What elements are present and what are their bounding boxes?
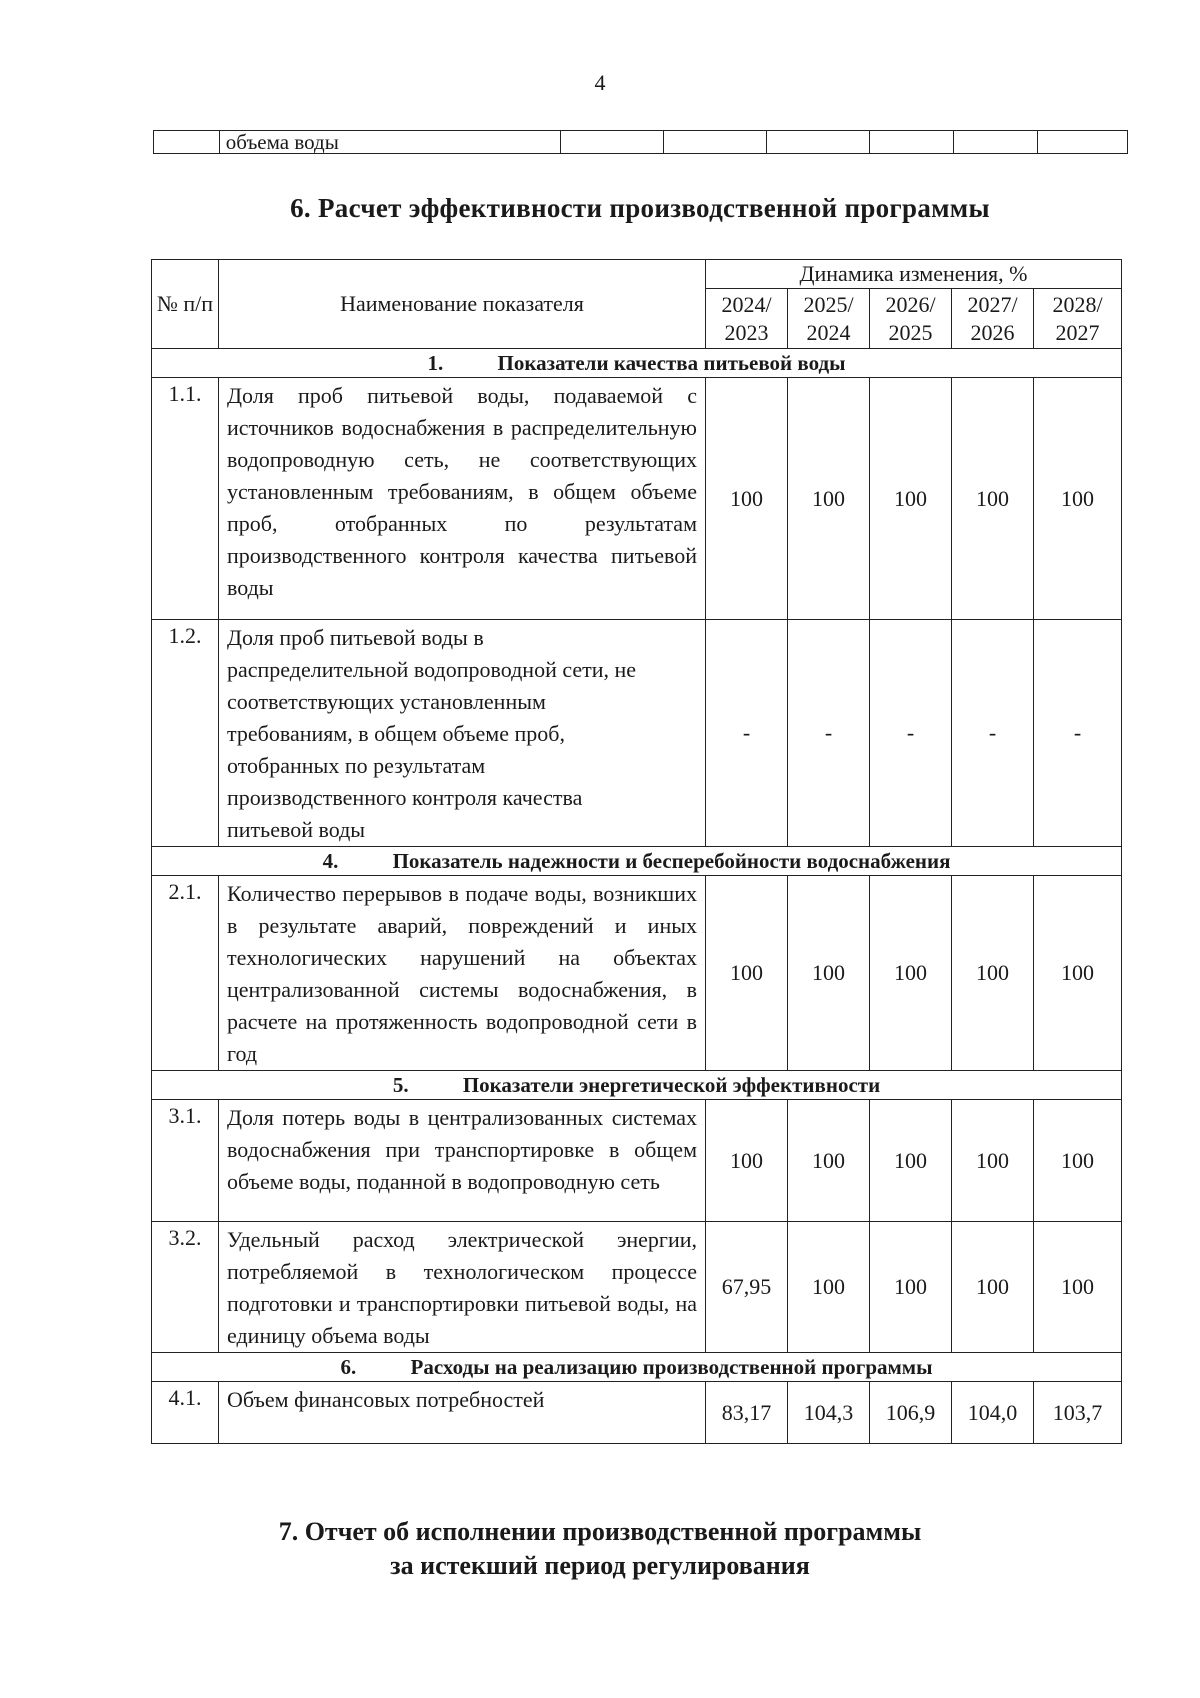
section-header bbox=[152, 1071, 1122, 1100]
table-row bbox=[152, 1222, 1122, 1353]
row-value: 100 bbox=[952, 1100, 1034, 1222]
row-value: 100 bbox=[1034, 1222, 1122, 1353]
row-value: 106,9 bbox=[870, 1382, 952, 1444]
section-header bbox=[152, 847, 1122, 876]
top-cell-text: объема воды bbox=[219, 131, 561, 154]
year-header: 2024/ 2023 bbox=[706, 289, 788, 349]
section-7-title bbox=[0, 1515, 1200, 1583]
row-value: 83,17 bbox=[706, 1382, 788, 1444]
row-value: 100 bbox=[788, 876, 870, 1071]
row-number: 4.1. bbox=[152, 1382, 219, 1444]
row-value: 104,0 bbox=[952, 1382, 1034, 1444]
section-7-title-line1: 7. Отчет об исполнении производственной программы bbox=[278, 1517, 922, 1546]
section-number: 4. bbox=[322, 849, 339, 873]
row-value: 100 bbox=[706, 378, 788, 620]
top-cell bbox=[870, 131, 954, 154]
row-value: 100 bbox=[788, 1222, 870, 1353]
row-description: Доля потерь воды в централизованных системах водоснабжения при транспортировке в общем объеме воды, поданной в водопроводную сеть bbox=[219, 1100, 706, 1222]
row-value: 100 bbox=[1034, 1100, 1122, 1222]
section-title: Расходы на реализацию производственной программы bbox=[410, 1355, 933, 1379]
table-row bbox=[152, 1382, 1122, 1444]
row-value: 100 bbox=[1034, 876, 1122, 1071]
row-number: 3.1. bbox=[152, 1100, 219, 1222]
row-description: Доля проб питьевой воды, подаваемой с источников водоснабжения в распределительную водопроводную сеть, не соответствующих установленным требованиям, в общем объеме проб, отобранных по результатам производственного контроля качества питьевой воды bbox=[219, 378, 706, 620]
year-header: 2025/ 2024 bbox=[788, 289, 870, 349]
section-number: 1. bbox=[427, 351, 444, 375]
row-number: 1.1. bbox=[152, 378, 219, 620]
section-7-title-line2: за истекший период регулирования bbox=[390, 1551, 810, 1580]
section-6-title: 6. Расчет эффективности производственной программы bbox=[290, 193, 990, 223]
top-cell bbox=[767, 131, 870, 154]
year-header: 2027/ 2026 bbox=[952, 289, 1034, 349]
page-number: 4 bbox=[594, 70, 606, 95]
continued-table-fragment bbox=[153, 130, 1128, 154]
section-title: Показатели энергетической эффективности bbox=[462, 1073, 881, 1097]
section-title: Показатели качества питьевой воды bbox=[497, 351, 846, 375]
row-value: - bbox=[952, 620, 1034, 847]
row-value: 100 bbox=[870, 876, 952, 1071]
row-description: Количество перерывов в подаче воды, возникших в результате аварий, повреждений и иных технологических нарушений на объектах централизованной системы водоснабжения, в расчете на протяженность водопроводной сети в год bbox=[219, 876, 706, 1071]
col-num-header: № п/п bbox=[152, 260, 219, 349]
row-value: - bbox=[706, 620, 788, 847]
top-cell bbox=[664, 131, 767, 154]
row-description: Удельный расход электрической энергии, потребляемой в технологическом процессе подготовки и транспортировки питьевой воды, на единицу объема воды bbox=[219, 1222, 706, 1353]
row-value: 100 bbox=[788, 378, 870, 620]
row-value: - bbox=[1034, 620, 1122, 847]
top-cell bbox=[1037, 131, 1127, 154]
row-value: 100 bbox=[952, 378, 1034, 620]
section-number: 6. bbox=[340, 1355, 357, 1379]
row-value: 67,95 bbox=[706, 1222, 788, 1353]
row-number: 3.2. bbox=[152, 1222, 219, 1353]
row-description: Объем финансовых потребностей bbox=[219, 1382, 706, 1444]
row-value: 100 bbox=[870, 378, 952, 620]
row-value: - bbox=[870, 620, 952, 847]
row-value: 100 bbox=[706, 876, 788, 1071]
row-number: 1.2. bbox=[152, 620, 219, 847]
row-number: 2.1. bbox=[152, 876, 219, 1071]
row-value: 100 bbox=[952, 876, 1034, 1071]
row-description: Доля проб питьевой воды в распределительной водопроводной сети, не соответствующих установленным требованиям, в общем объеме проб, отобранных по результатам производственного контроля качества питьевой воды bbox=[219, 620, 706, 847]
section-header bbox=[152, 349, 1122, 378]
row-value: 103,7 bbox=[1034, 1382, 1122, 1444]
table-row bbox=[152, 620, 1122, 847]
top-cell-num bbox=[154, 131, 220, 154]
row-value: - bbox=[788, 620, 870, 847]
row-value: 100 bbox=[952, 1222, 1034, 1353]
efficiency-table bbox=[151, 259, 1122, 1444]
year-header: 2026/ 2025 bbox=[870, 289, 952, 349]
row-value: 100 bbox=[706, 1100, 788, 1222]
dynamics-header: Динамика изменения, % bbox=[706, 260, 1122, 289]
section-header bbox=[152, 1353, 1122, 1382]
row-value: 100 bbox=[870, 1222, 952, 1353]
section-title: Показатель надежности и бесперебойности водоснабжения bbox=[392, 849, 951, 873]
row-value: 100 bbox=[788, 1100, 870, 1222]
row-value: 100 bbox=[870, 1100, 952, 1222]
col-name-header: Наименование показателя bbox=[219, 260, 706, 349]
row-value: 100 bbox=[1034, 378, 1122, 620]
table-row bbox=[152, 378, 1122, 620]
table-row bbox=[152, 1100, 1122, 1222]
year-header: 2028/ 2027 bbox=[1034, 289, 1122, 349]
table-row bbox=[152, 876, 1122, 1071]
top-cell bbox=[561, 131, 664, 154]
section-number: 5. bbox=[392, 1073, 409, 1097]
top-cell bbox=[953, 131, 1037, 154]
row-value: 104,3 bbox=[788, 1382, 870, 1444]
